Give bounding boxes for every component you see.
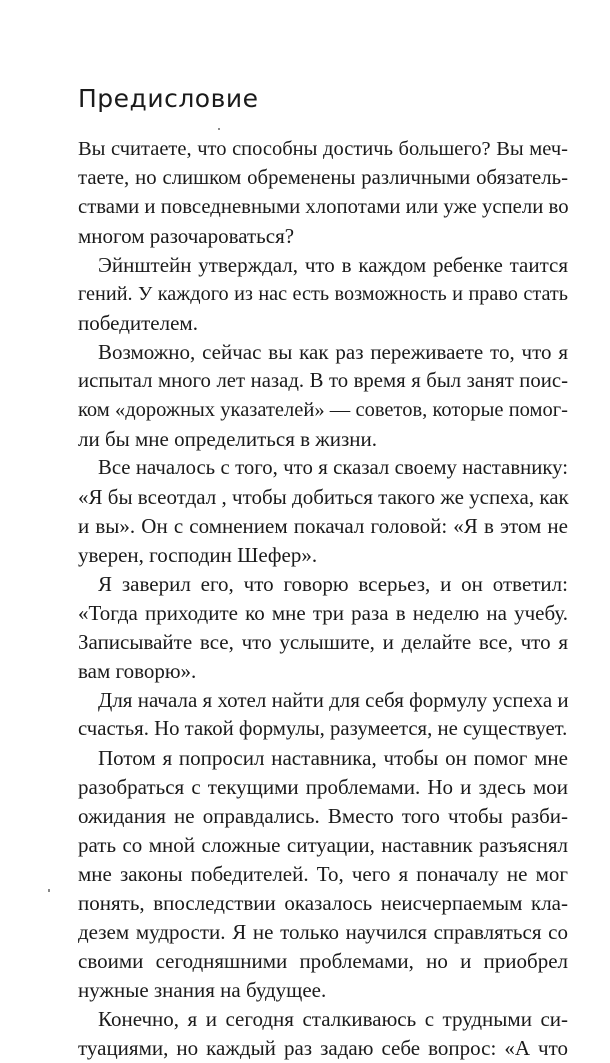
text-line: ствами и повседневными хлопотами или уже успели во <box>78 196 569 218</box>
body-text <box>78 135 568 1063</box>
text-line: уверен, господин Шефер». <box>78 543 318 567</box>
text-line: Конечно, я и сегодня сталкиваюсь с трудными си- <box>98 1007 568 1031</box>
text-line: дезем мудрости. Я не только научился справляться со <box>78 920 568 944</box>
text-line: мне законы победителей. То, чего я поначалу не мог <box>78 862 568 886</box>
print-speck <box>48 889 50 892</box>
text-line: Возможно, сейчас вы как раз переживаете то, что я <box>98 340 568 364</box>
text-line: Я заверил его, что говорю всерьез, и он ответил: <box>98 572 568 596</box>
text-line: гений. У каждого из нас есть возможность и право стать <box>78 283 568 305</box>
text-line: рать со мной сложные ситуации, наставник разъяснял <box>78 833 568 857</box>
text-line: Все началось с того, что я сказал своему наставнику: <box>98 457 568 479</box>
text-line: ли бы мне определиться в жизни. <box>78 427 378 451</box>
text-line: многом разочароваться? <box>78 224 295 248</box>
text-line: победителем. <box>78 311 198 335</box>
print-speck <box>218 128 220 130</box>
text-line: ком «дорожных указателей» — советов, которые помог- <box>78 399 568 421</box>
text-line: таете, но слишком обременены различными обязатель- <box>78 167 568 189</box>
text-line: разобраться с текущими проблемами. Но и здесь мои <box>78 775 568 799</box>
text-line: ожидания не оправдались. Вместо того чтобы разби- <box>78 804 568 828</box>
text-line: понять, впоследствии оказалось неисчерпаемым кла- <box>78 891 568 915</box>
text-line: «Тогда приходите ко мне три раза в неделю на учебу. <box>78 601 568 625</box>
text-line: нужные знания на будущее. <box>78 978 327 1002</box>
text-line: Записывайте все, что услышите, и делайте все, что я <box>78 630 568 654</box>
text-line: счастья. Но такой формулы, разумеется, не существует. <box>78 718 568 740</box>
text-line: и вы». Он с сомнением покачал головой: «Я в этом не <box>78 514 568 538</box>
chapter-heading: Предисловие <box>78 84 259 113</box>
text-line: Для начала я хотел найти для себя формулу успеха и <box>98 688 569 712</box>
text-line: испытал много лет назад. В то время я был занят поис- <box>78 370 568 392</box>
text-line: Потом я попросил наставника, чтобы он помог мне <box>98 746 568 770</box>
text-line: «Я бы всеотдал , чтобы добиться такого же успеха, как <box>78 485 569 509</box>
text-line: своими сегодняшними проблемами, но и приобрел <box>78 949 568 973</box>
text-line: вам говорю». <box>78 659 197 683</box>
text-line: туациями, но каждый раз задаю себе вопрос: «А что <box>78 1036 568 1060</box>
text-line: Эйнштейн утверждал, что в каждом ребенке таится <box>98 253 568 277</box>
text-line: Вы считаете, что способны достичь большего? Вы меч- <box>78 138 568 160</box>
